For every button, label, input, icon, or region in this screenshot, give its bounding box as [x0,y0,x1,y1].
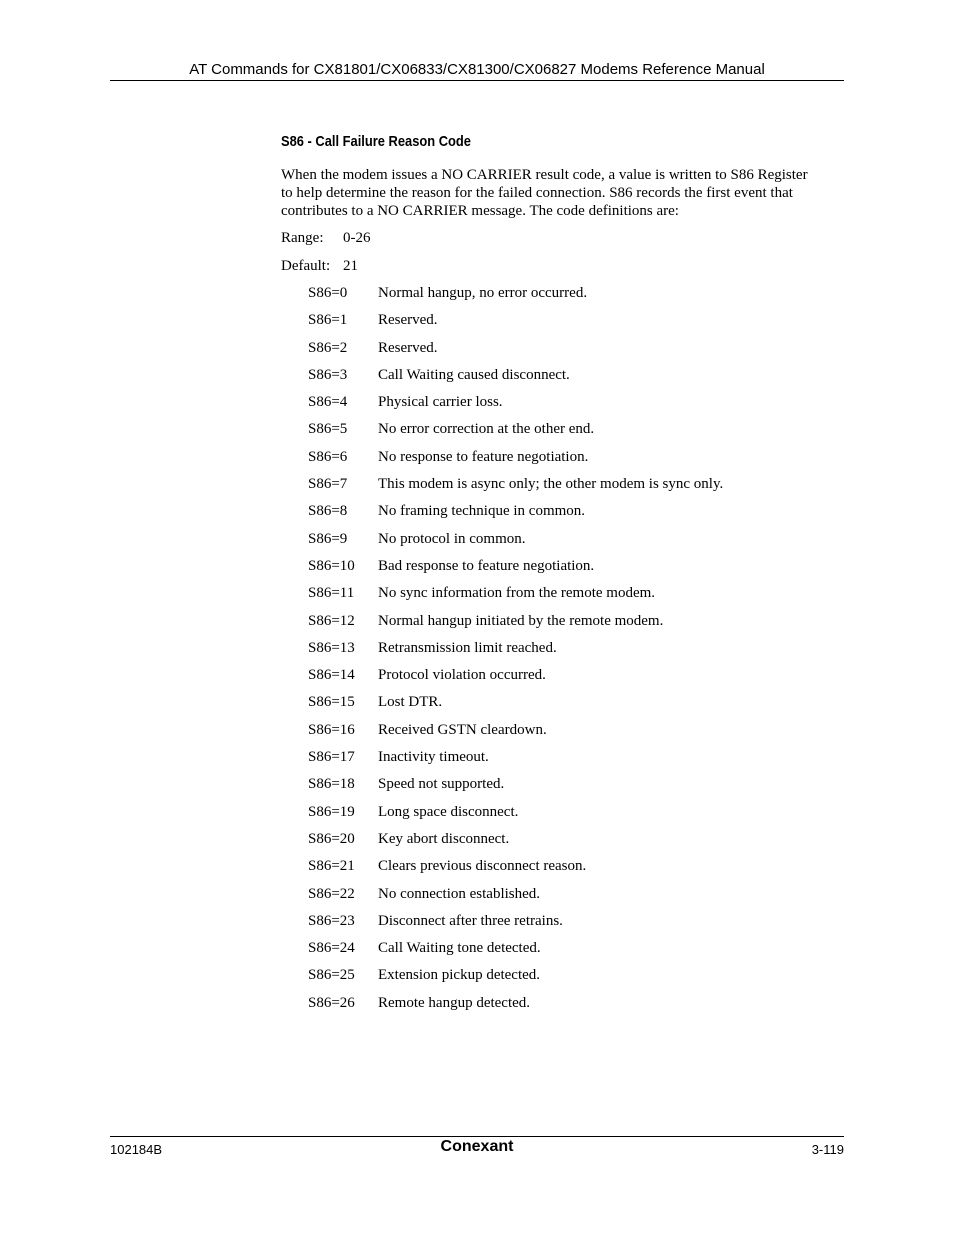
code-description: No error correction at the other end. [378,421,595,438]
code-value: S86=22 [308,885,355,902]
code-value: S86=3 [308,366,348,383]
code-value: S86=4 [308,394,348,411]
code-description: Retransmission limit reached. [378,639,557,656]
code-value: S86=21 [308,858,355,875]
code-value: S86=18 [308,776,355,793]
code-description: Call Waiting tone detected. [378,940,541,957]
code-value: S86=19 [308,803,355,820]
code-value: S86=9 [308,530,348,547]
default-line [281,257,358,275]
code-description: Extension pickup detected. [378,967,541,984]
footer-document-number: 102184B [110,1142,163,1157]
code-definition-row [308,939,828,966]
code-definition-row [308,748,828,775]
range-line [281,229,371,247]
code-value: S86=5 [308,421,348,438]
code-description: Reserved. [378,339,438,356]
code-value: S86=24 [308,940,355,957]
code-definition-row [308,284,828,311]
range-value: 0-26 [343,230,371,246]
code-definition-row [308,666,828,693]
code-description: Received GSTN cleardown. [378,721,547,738]
code-definition-row [308,502,828,529]
code-definition-row [308,693,828,720]
code-description: Protocol violation occurred. [378,667,546,684]
range-label: Range: [281,230,324,246]
paragraph-line: to help determine the reason for the failed connection. S86 records the first event that [281,185,793,201]
code-value: S86=6 [308,448,348,465]
code-value: S86=23 [308,912,355,929]
code-value: S86=26 [308,994,355,1011]
code-value: S86=13 [308,639,355,656]
code-definition-row [308,966,828,993]
code-description: Call Waiting caused disconnect. [378,366,570,383]
code-definition-row [308,311,828,338]
code-definition-row [308,639,828,666]
paragraph-line: When the modem issues a NO CARRIER result code, a value is written to S86 Register [281,167,808,183]
code-definition-row [308,912,828,939]
code-description: Disconnect after three retrains. [378,912,563,929]
code-description: No sync information from the remote modem. [378,585,656,602]
code-value: S86=8 [308,503,348,520]
code-value: S86=15 [308,694,355,711]
code-definition-row [308,584,828,611]
code-description: Long space disconnect. [378,803,519,820]
code-value: S86=25 [308,967,355,984]
code-description: Reserved. [378,312,438,329]
code-definition-row [308,339,828,366]
code-value: S86=0 [308,285,348,301]
code-value: S86=1 [308,312,348,329]
code-value: S86=20 [308,830,355,847]
code-definition-row [308,721,828,748]
code-value: S86=12 [308,612,355,629]
code-description: No response to feature negotiation. [378,448,589,465]
code-description: No framing technique in common. [378,503,586,520]
code-definition-row [308,530,828,557]
code-description: Normal hangup, no error occurred. [378,285,588,301]
code-definition-row [308,885,828,912]
footer-company-name: Conexant [440,1138,514,1155]
code-value: S86=10 [308,557,355,574]
code-description: No connection established. [378,885,541,902]
code-description: Clears previous disconnect reason. [378,858,587,875]
code-value: S86=17 [308,749,355,766]
code-description: Physical carrier loss. [378,394,503,411]
code-definition-row [308,857,828,884]
code-description: Inactivity timeout. [378,749,489,766]
default-value: 21 [343,258,358,274]
code-value: S86=16 [308,721,355,738]
code-definition-row [308,994,828,1021]
code-value: S86=2 [308,339,348,356]
code-description: This modem is async only; the other modem is sync only. [378,476,724,493]
code-value: S86=11 [308,585,355,602]
description-paragraph [281,166,841,220]
code-definition-row [308,420,828,447]
code-definition-row [308,393,828,420]
code-description: Bad response to feature negotiation. [378,557,595,574]
code-definition-row [308,612,828,639]
code-definitions-list [308,284,828,1021]
code-description: Remote hangup detected. [378,994,531,1011]
code-description: Key abort disconnect. [378,830,510,847]
section-heading: S86 - Call Failure Reason Code [281,133,471,150]
header-rule [110,80,844,81]
paragraph-line: contributes to a NO CARRIER message. The code definitions are: [281,203,679,219]
code-definition-row [308,366,828,393]
code-definition-row [308,475,828,502]
code-definition-row [308,557,828,584]
footer-page-number: 3-119 [811,1142,844,1157]
code-definition-row [308,448,828,475]
code-description: Speed not supported. [378,776,505,793]
code-value: S86=7 [308,476,348,493]
code-definition-row [308,830,828,857]
code-description: Normal hangup initiated by the remote modem. [378,612,664,629]
code-definition-row [308,775,828,802]
code-value: S86=14 [308,667,355,684]
code-description: Lost DTR. [378,694,443,711]
code-definition-row [308,803,828,830]
running-header-title: AT Commands for CX81801/CX06833/CX81300/CX06827 Modems Reference Manual [189,61,765,78]
code-description: No protocol in common. [378,530,526,547]
default-label: Default: [281,258,331,274]
